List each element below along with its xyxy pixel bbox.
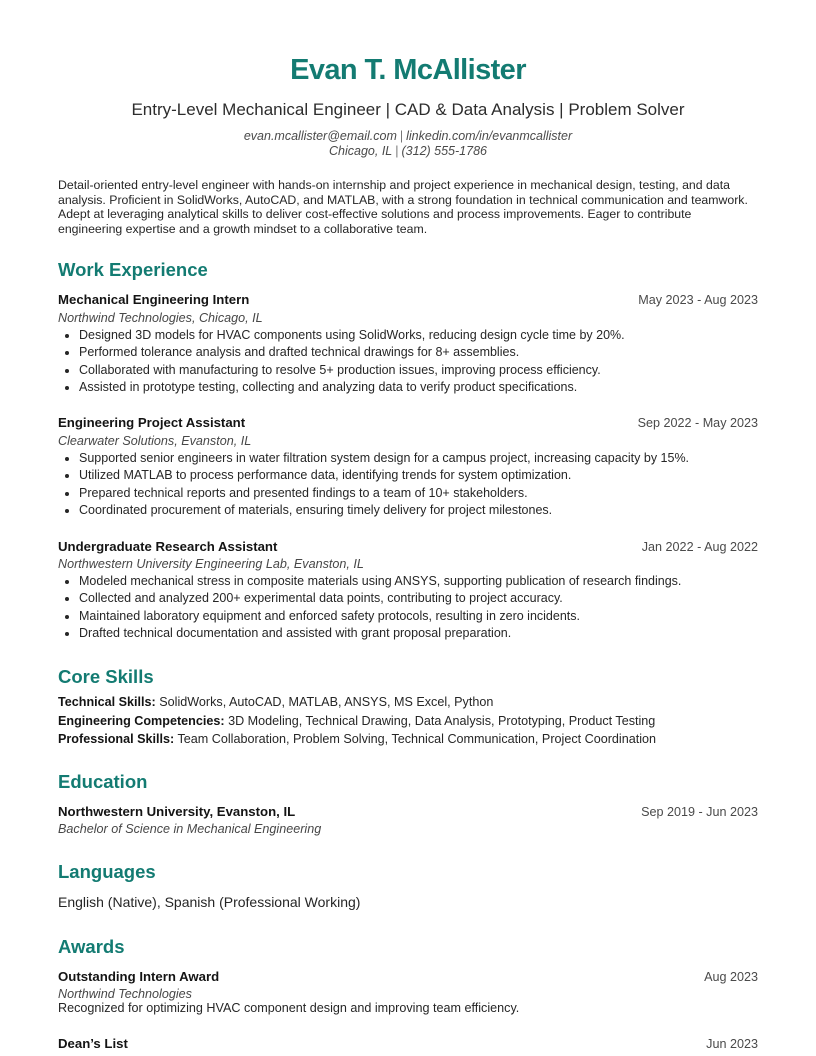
award-title: Outstanding Intern Award: [58, 969, 220, 984]
list-item: • Collaborated with manufacturing to resolve 5+ production issues, improving process efficiency.: [79, 362, 759, 379]
skill-value: Team Collaboration, Problem Solving, Technical Communication, Project Coordination: [177, 732, 657, 746]
skill-label: Technical Skills:: [58, 695, 156, 709]
email-link[interactable]: evan.mcallister@email.com: [243, 129, 397, 143]
languages-list: English (Native), Spanish (Professional Working): [58, 894, 361, 910]
skill-value: SolidWorks, AutoCAD, MATLAB, ANSYS, MS Excel, Python: [159, 695, 494, 709]
job-org: Northwind Technologies, Chicago, IL: [58, 311, 263, 325]
list-item: • Collected and analyzed 200+ experimental data points, contributing to project accuracy.: [79, 590, 759, 607]
education-degree: Bachelor of Science in Mechanical Engineering: [58, 822, 322, 836]
job-org: Clearwater Solutions, Evanston, IL: [58, 434, 252, 448]
contact-line-1: [58, 129, 758, 144]
award-description: Recognized for optimizing HVAC component design and improving team efficiency.: [58, 1001, 520, 1015]
list-item: • Prepared technical reports and presented findings to a team of 10+ stakeholders.: [79, 485, 759, 502]
job-title: Mechanical Engineering Intern: [58, 292, 250, 307]
job-title: Engineering Project Assistant: [58, 415, 246, 430]
list-item: • Modeled mechanical stress in composite materials using ANSYS, supporting publication of research findings.: [79, 573, 759, 590]
award-date: Aug 2023: [704, 970, 758, 984]
location-text: Chicago, IL: [329, 144, 393, 158]
section-title-languages: Languages: [58, 861, 156, 882]
skill-label: Engineering Competencies:: [58, 714, 225, 728]
section-title-awards: Awards: [58, 936, 125, 957]
job-org: Northwestern University Engineering Lab, Evanston, IL: [58, 557, 364, 571]
job-dates: Sep 2022 - May 2023: [637, 416, 758, 430]
contact-line-2: [58, 144, 758, 159]
skill-label: Professional Skills:: [58, 732, 175, 746]
contact-separator: |: [399, 129, 404, 143]
job-bullets: [58, 450, 759, 520]
candidate-tagline: Entry-Level Mechanical Engineer | CAD & Data Analysis | Problem Solver: [131, 100, 685, 119]
job-bullets: [58, 573, 759, 643]
phone-text: (312) 555-1786: [401, 144, 487, 158]
job-dates: May 2023 - Aug 2023: [638, 293, 758, 307]
list-item: • Drafted technical documentation and assisted with grant proposal preparation.: [79, 625, 759, 642]
list-item: • Designed 3D models for HVAC components using SolidWorks, reducing design cycle time by 20%.: [79, 327, 759, 344]
award-title: Dean’s List: [58, 1036, 128, 1051]
section-title-education: Education: [58, 771, 148, 792]
list-item: • Coordinated procurement of materials, ensuring timely delivery for project milestones.: [79, 502, 759, 519]
education-dates: Sep 2019 - Jun 2023: [641, 805, 758, 819]
list-item: • Maintained laboratory equipment and enforced safety protocols, resulting in zero incidents.: [79, 608, 759, 625]
education-school: Northwestern University, Evanston, IL: [58, 804, 296, 819]
list-item: • Utilized MATLAB to process performance data, identifying trends for system optimization.: [79, 467, 759, 484]
award-org: Northwind Technologies: [58, 987, 192, 1001]
job-title: Undergraduate Research Assistant: [58, 539, 278, 554]
skill-line-professional: [58, 731, 656, 747]
award-date: Jun 2023: [706, 1037, 758, 1051]
linkedin-link[interactable]: linkedin.com/in/evanmcallister: [406, 129, 573, 143]
list-item: • Assisted in prototype testing, collecting and analyzing data to verify product specifications.: [79, 379, 759, 396]
section-title-skills: Core Skills: [58, 666, 154, 687]
section-title-work: Work Experience: [58, 259, 208, 280]
job-bullets: [58, 327, 759, 397]
skill-value: 3D Modeling, Technical Drawing, Data Analysis, Prototyping, Product Testing: [228, 714, 656, 728]
professional-summary: Detail-oriented entry-level engineer with hands-on internship and project experience in mechanical design, testing, and data analysis. Proficient in SolidWorks, AutoCAD, and MATLAB, with a strong foundation in technical communication and teamwork. Adept at leveraging analytical skills to deliver cost-effective solutions and process improvements. Eager to contribute engineering expertise and a growth mindset to a collaborative team.: [58, 178, 748, 236]
skill-line-engineering: [58, 713, 655, 729]
candidate-name: Evan T. McAllister: [290, 54, 526, 86]
contact-separator: |: [395, 144, 399, 158]
list-item: • Supported senior engineers in water filtration system design for a campus project, increasing capacity by 15%.: [79, 450, 759, 467]
job-dates: Jan 2022 - Aug 2022: [641, 540, 758, 554]
skill-line-technical: [58, 694, 493, 710]
list-item: • Performed tolerance analysis and drafted technical drawings for 8+ assemblies.: [79, 344, 759, 361]
